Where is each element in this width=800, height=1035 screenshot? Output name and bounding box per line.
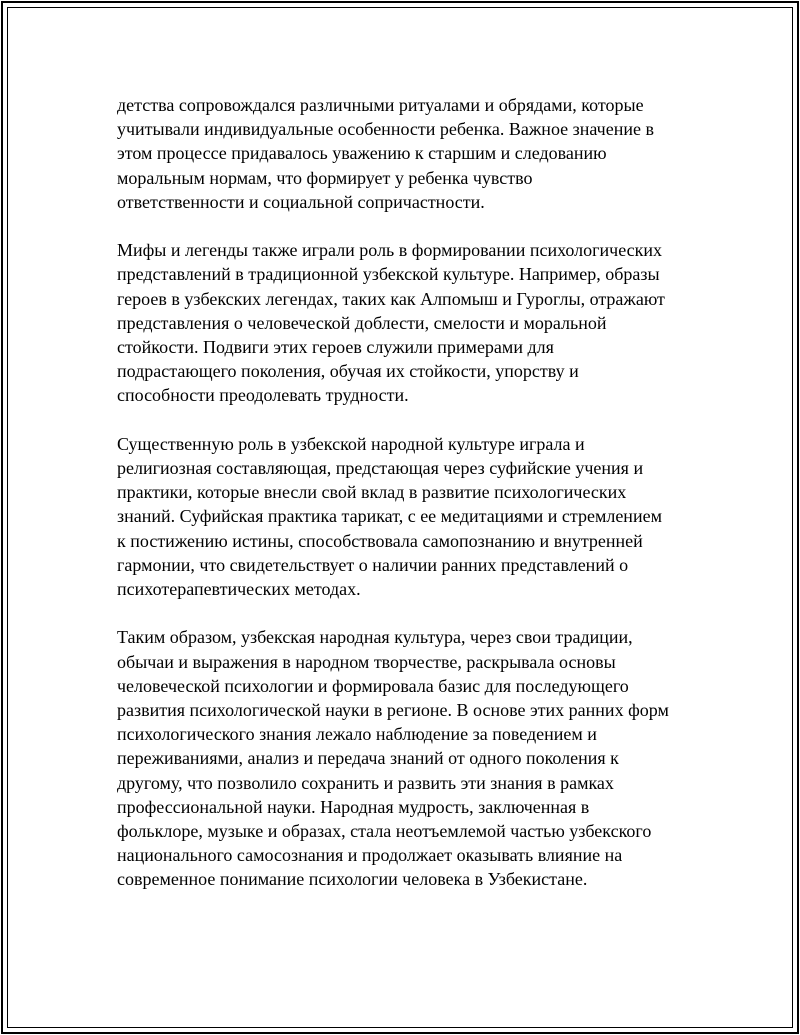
text-line: практики, которые внесли свой вклад в развитие психологических xyxy=(117,482,627,503)
text-line: способности преодолевать трудности. xyxy=(117,385,409,406)
paragraph-sufi-religion xyxy=(117,432,707,601)
text-line: к постижению истины, способствовала самопознанию и внутренней xyxy=(117,530,643,551)
text-line: героев в узбекских легендах, таких как Алпомыш и Гуроглы, отражают xyxy=(117,288,665,309)
paragraph-conclusion xyxy=(117,625,707,891)
text-line: учитывали индивидуальные особенности ребенка. Важное значение в xyxy=(117,119,654,140)
paragraph-myths-legends xyxy=(117,238,707,407)
text-line: человеческой психологии и формировала базис для последующего xyxy=(117,675,629,696)
text-line: другому, что позволило сохранить и развить эти знания в рамках xyxy=(117,772,614,793)
text-line: моральным нормам, что формирует у ребенка чувство xyxy=(117,167,533,188)
text-line: психотерапевтических методах. xyxy=(117,579,361,600)
text-line: Существенную роль в узбекской народной культуре играла и xyxy=(117,433,585,454)
text-line: психологического знания лежало наблюдение за поведением и xyxy=(117,724,597,745)
text-line: переживаниями, анализ и передача знаний от одного поколения к xyxy=(117,748,619,769)
text-line: обычаи и выражения в народном творчестве, раскрывала основы xyxy=(117,651,616,672)
text-line: представления о человеческой доблести, смелости и моральной xyxy=(117,312,607,333)
text-line: детства сопровождался различными ритуалами и обрядами, которые xyxy=(117,95,644,115)
text-line: национального самосознания и продолжает оказывать влияние на xyxy=(117,845,623,866)
text-line: Таким образом, узбекская народная культура, через свои традиции, xyxy=(117,627,633,648)
text-line: профессиональной науки. Народная мудрость, заключенная в xyxy=(117,796,590,817)
text-line: развития психологической науки в регионе. В основе этих ранних форм xyxy=(117,700,669,721)
text-line: стойкости. Подвиги этих героев служили примерами для xyxy=(117,337,554,358)
text-line: гармонии, что свидетельствует о наличии ранних представлений о xyxy=(117,554,629,575)
text-line: религиозная составляющая, предстающая через суфийские учения и xyxy=(117,458,644,479)
text-line: ответственности и социальной сопричастности. xyxy=(117,191,485,212)
text-line: Мифы и легенды также играли роль в формировании психологических xyxy=(117,240,663,261)
text-line: подрастающего поколения, обучая их стойкости, упорству и xyxy=(117,361,579,382)
text-line: знаний. Суфийская практика тарикат, с ее медитациями и стремлением xyxy=(117,506,662,527)
text-line: современное понимание психологии человека в Узбекистане. xyxy=(117,869,588,890)
text-line: этом процессе придавалось уважению к старшим и следованию xyxy=(117,143,607,164)
paragraph-upbringing-rituals xyxy=(117,93,707,214)
document-body xyxy=(117,93,707,916)
text-line: фольклоре, музыке и образах, стала неотъемлемой частью узбекского xyxy=(117,821,652,842)
text-line: представлений в традиционной узбекской культуре. Например, образы xyxy=(117,264,660,285)
